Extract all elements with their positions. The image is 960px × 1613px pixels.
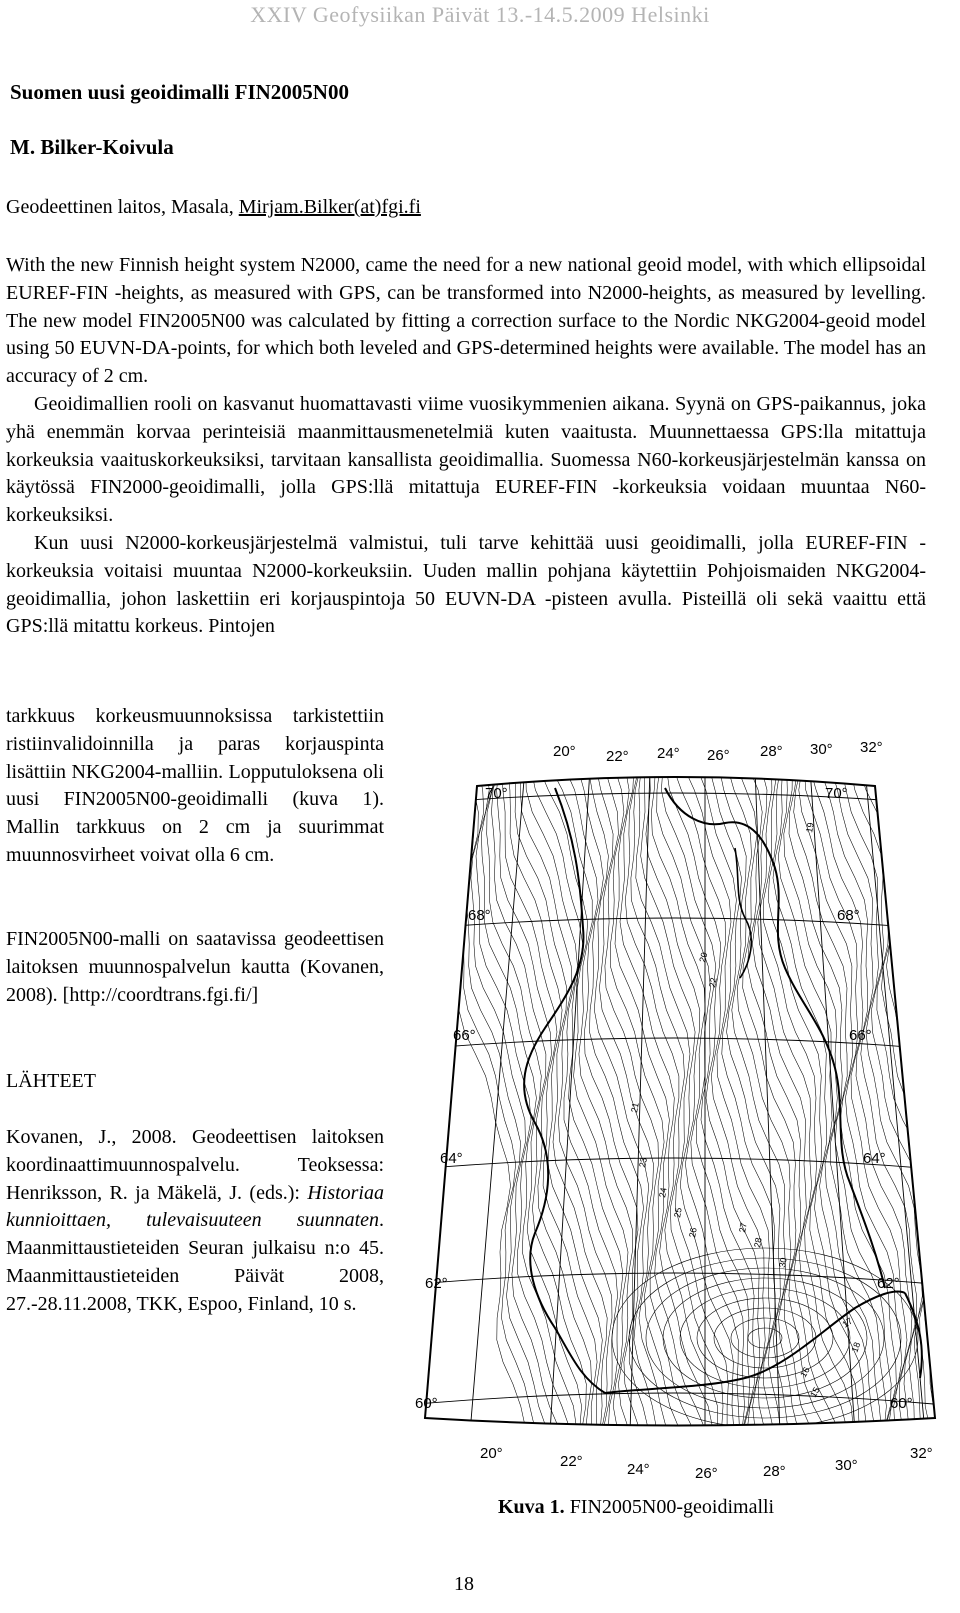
- lat-label-left: 62°: [425, 1275, 448, 1292]
- contour-line: [928, 768, 945, 1428]
- reference-entry: [6, 1124, 384, 1319]
- paragraph-2-continued: tarkkuus korkeusmuunnoksissa tarkistettiin ristiinvalidoinnilla ja paras korjauspinta lisättiin NKG2004-malliin. Lopputuloksena oli uusi FIN2005N00-geoidimalli (kuva 1). Mallin tarkkuus on 2 cm ja suurimmat muunnosvirheet voivat olla 6 cm.: [6, 705, 384, 866]
- lon-label-bottom: 32°: [910, 1445, 933, 1462]
- abstract-english: With the new Finnish height system N2000, came the need for a new national geoid model, with which ellipsoidal EUREF-FIN -heights, as measured with GPS, can be transformed into N2000-heights, as measured by levelling. The new model FIN2005N00 was calculated by fitting a correction surface to the Nordic NKG2004-geoid model using 50 EUVN-DA-points, for which both leveled and GPS-determined heights were available. The model has an accuracy of 2 cm.: [6, 254, 926, 388]
- lon-labels-top: [553, 739, 883, 765]
- reference-pre: Kovanen, J., 2008. Geodeettisen laitoksen koordinaattimuunnospalvelu. Teoksessa: Henriksson, R. ja Mäkelä, J. (eds.):: [6, 1126, 384, 1204]
- geoid-map-svg: [405, 728, 945, 1480]
- running-head: XXIV Geofysiikan Päivät 13.-14.5.2009 Helsinki: [250, 2, 710, 27]
- lat-label-right: 66°: [849, 1027, 872, 1044]
- author-email: Mirjam.Bilker(at)fgi.fi: [238, 196, 421, 218]
- lon-labels-bottom: [480, 1445, 933, 1480]
- contour-value-label: 16: [798, 1365, 812, 1379]
- lon-label-bottom: 28°: [763, 1463, 786, 1480]
- lat-label-left: 66°: [453, 1027, 476, 1044]
- lat-label-left: 70°: [485, 785, 508, 802]
- contour-value-label: 21: [629, 1101, 641, 1114]
- reference-post: . Maanmittaustieteiden Seuran julkaisu n:o 45. Maanmittaustieteiden Päivät 2008, 27.-28.11.2008, TKK, Espoo, Finland, 10 s.: [6, 1209, 384, 1315]
- lon-label-top: 24°: [657, 745, 680, 762]
- lon-label-top: 22°: [606, 748, 629, 765]
- paper-title: Suomen uusi geoidimalli FIN2005N00: [10, 80, 349, 104]
- affiliation-text: Geodeettinen laitos, Masala,: [6, 196, 239, 218]
- lon-label-bottom: 26°: [695, 1465, 718, 1480]
- contour-value-label: 15: [808, 1385, 822, 1399]
- lon-label-top: 32°: [860, 739, 883, 756]
- figure-caption: [498, 1496, 774, 1519]
- lat-label-right: 64°: [863, 1150, 886, 1167]
- contour-value-label: 19: [804, 821, 816, 834]
- contour-value-label: 25: [672, 1206, 684, 1219]
- lon-label-bottom: 20°: [480, 1445, 503, 1462]
- page-number: 18: [454, 1573, 474, 1595]
- contour-value-label: 22: [707, 976, 719, 989]
- contour-line: [933, 768, 945, 1428]
- lat-label-left: 64°: [440, 1150, 463, 1167]
- caption-text: FIN2005N00-geoidimalli: [564, 1496, 775, 1518]
- lat-label-left: 68°: [468, 907, 491, 924]
- lon-label-bottom: 30°: [835, 1457, 858, 1474]
- contour-value-label: 17: [840, 1315, 855, 1330]
- contour-value-label: 18: [849, 1340, 863, 1354]
- contour-value-label: 24: [657, 1186, 669, 1199]
- lon-label-top: 26°: [707, 747, 730, 764]
- lon-label-top: 28°: [760, 743, 783, 760]
- lat-label-left: 60°: [415, 1395, 438, 1412]
- lon-label-top: 20°: [553, 743, 576, 760]
- contour-value-label: 27: [737, 1221, 749, 1234]
- paragraph-1: Geoidimallien rooli on kasvanut huomattavasti viime vuosikymmenien aikana. Syynä on GPS-paikannus, joka yhä enemmän korvaa perinteisiä maanmittausmenetelmiä kuten vaaitusta. Muunnettaessa GPS:lla mitattuja korkeuksia vaaituskorkeuksiksi, tarvitaan kansallista geoidimallia. Suomessa N60-korkeusjärjestelmän kanssa on käytössä FIN2000-geoidimalli, jolla GPS:llä mitattuja EUREF-FIN -korkeuksia voidaan muuntaa N60-korkeuksiksi.: [6, 392, 926, 527]
- lon-label-top: 30°: [810, 741, 833, 758]
- body-full-width: [6, 252, 926, 641]
- lat-label-right: 62°: [877, 1275, 900, 1292]
- paragraph-2: Kun uusi N2000-korkeusjärjestelmä valmistui, tuli tarve kehittää uusi geoidimalli, jolla EUREF-FIN -korkeuksia voitaisi muuntaa N2000-korkeuksiin. Uuden mallin pohjana käytettiin Pohjoismaiden NKG2004-geoidimallia, johon laskettiin eri korjauspintoja 50 EUVN-DA -pisteen avulla. Pisteillä oli sekä vaaittu että GPS:llä mitattu korkeus. Pintojen: [6, 531, 926, 638]
- lat-label-right: 68°: [837, 907, 860, 924]
- contour-value-label: 30: [777, 1256, 789, 1269]
- affiliation: [6, 196, 421, 219]
- map-frame: [425, 777, 935, 1426]
- paragraph-3-block: [6, 926, 384, 1009]
- contour-value-label: 26: [687, 1226, 699, 1239]
- lat-label-right: 60°: [890, 1395, 913, 1412]
- author: M. Bilker-Koivula: [10, 135, 174, 159]
- reference-italic: Historiaa kunnioittaen, tulevaisuuteen suunnaten: [6, 1181, 384, 1232]
- lon-label-bottom: 24°: [627, 1461, 650, 1478]
- contour-value-label: 20: [697, 951, 710, 964]
- contour-value-label: 23: [637, 1156, 650, 1169]
- geoid-map-figure: [405, 728, 945, 1480]
- lon-label-bottom: 22°: [560, 1453, 583, 1470]
- contour-value-label: 28: [752, 1236, 764, 1249]
- caption-label: Kuva 1.: [498, 1496, 565, 1518]
- references-heading: LÄHTEET: [6, 1070, 96, 1092]
- paragraph-3: FIN2005N00-malli on saatavissa geodeettisen laitoksen muunnospalvelun kautta (Kovanen, 2008). [http://coordtrans.fgi.fi/]: [6, 928, 384, 1006]
- lat-label-right: 70°: [825, 785, 848, 802]
- paragraph-2-continued-block: [6, 703, 384, 870]
